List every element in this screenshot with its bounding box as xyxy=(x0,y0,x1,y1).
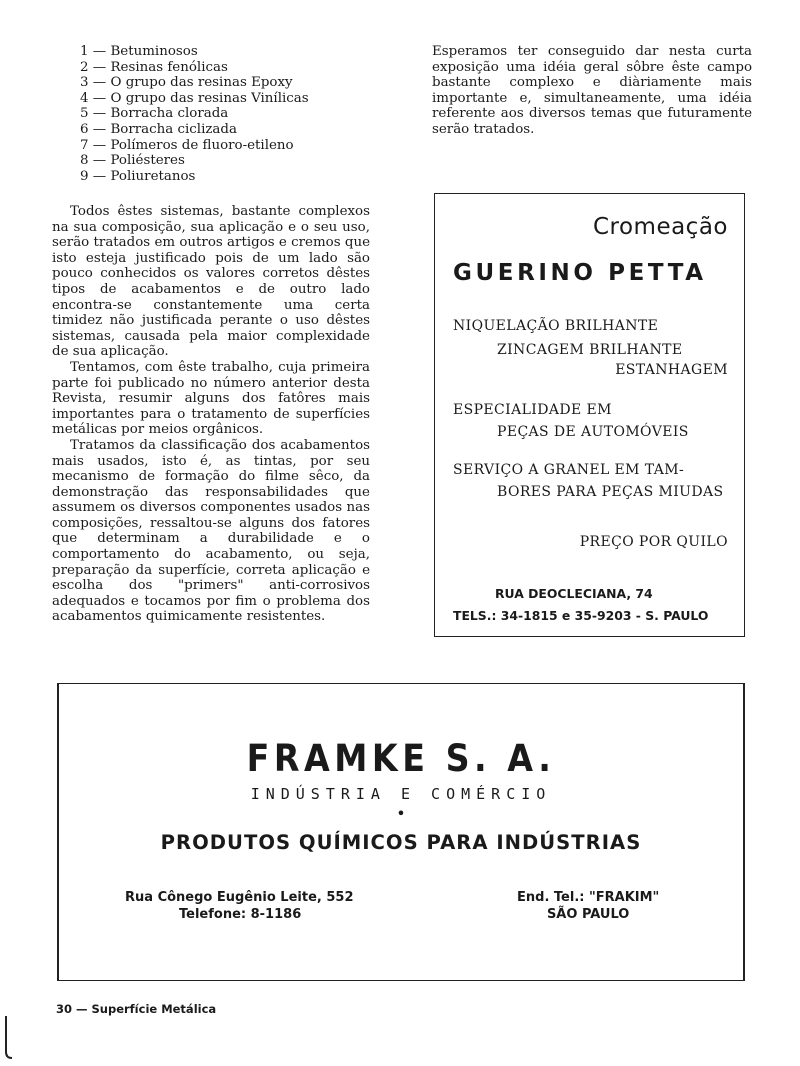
ad-guerino-petta xyxy=(434,193,745,637)
service-line: NIQUELAÇÃO BRILHANTE xyxy=(453,318,659,334)
products-heading: PRODUTOS QUÍMICOS PARA INDÚSTRIAS xyxy=(160,831,642,854)
company-name: GUERINO PETTA xyxy=(453,260,707,286)
paragraph: Todos êstes sistemas, bastante complexos na sua composição, sua aplicação e o seu uso, serão tratados em outros artigos e cremos que isto esteja justificado pois de um lado são pouco conhecidos os valores corretos dêstes tipos de acabamentos e de outro lado encontra-se constantemente uma certa timidez não justificada perante o uso dêstes sistemas, causada pela maior complexidade de sua aplicação. xyxy=(52,204,370,360)
address-line: Rua Cônego Eugênio Leite, 552 xyxy=(125,890,354,905)
list-item: 8 — Poliésteres xyxy=(80,153,185,169)
company-subtitle: INDÚSTRIA E COMÉRCIO xyxy=(250,785,552,803)
phones: TELS.: 34-1815 e 35-9203 - S. PAULO xyxy=(453,608,709,623)
service-line: SERVIÇO A GRANEL EM TAM- xyxy=(453,462,685,478)
ad-framke xyxy=(57,683,745,981)
city-line: SÃO PAULO xyxy=(546,907,630,922)
paragraph: Tentamos, com êste trabalho, cuja primeira parte foi publicado no número anterior desta Revista, resumir alguns dos fatôres mais importantes para o tratamento de superfícies metálicas por meios orgânicos. xyxy=(52,359,370,438)
list-item: 3 — O grupo das resinas Epoxy xyxy=(80,75,293,91)
article-body xyxy=(52,204,370,625)
paragraph: Tratamos da classificação dos acabamentos mais usados, isto é, as tintas, por seu mecanismo de formação do filme sêco, da demonstração das responsabilidades que assumem os diversos componentes usados nas composições, ressaltou-se alguns dos fatores que determinam a durabilidade e o comportamento do acabamento, ou seja, preparação da superfície, correta aplicação e escolha dos "primers" anti-corrosivos adequados e tocamos por fim o problema dos acabamentos quimicamente resistentes. xyxy=(52,437,370,625)
corner-mark xyxy=(0,1016,12,1066)
phone-line: Telefone: 8-1186 xyxy=(179,907,302,922)
divider xyxy=(57,683,745,684)
service-line: ESTANHAGEM xyxy=(615,362,728,378)
numbered-list xyxy=(80,44,380,184)
list-item: 7 — Polímeros de fluoro-etileno xyxy=(80,137,294,153)
list-item: 6 — Borracha ciclizada xyxy=(80,121,237,137)
service-line: ZINCAGEM BRILHANTE xyxy=(497,342,683,358)
list-item: 4 — O grupo das resinas Vinílicas xyxy=(80,90,309,106)
list-item: 9 — Poliuretanos xyxy=(80,168,196,184)
bullet-dot: • xyxy=(396,804,406,823)
service-line: PEÇAS DE AUTOMÓVEIS xyxy=(497,424,689,440)
address: RUA DEOCLECIANA, 74 xyxy=(495,586,653,601)
closing-paragraph xyxy=(432,44,752,138)
service-line: PREÇO POR QUILO xyxy=(579,534,728,550)
list-item: 5 — Borracha clorada xyxy=(80,106,229,122)
telegraph-block xyxy=(517,889,659,923)
service-line: ESPECIALIDADE EM xyxy=(453,402,612,418)
list-item: 2 — Resinas fenólicas xyxy=(80,59,228,75)
company-name: FRAMKE S. A. xyxy=(246,737,556,780)
ad-title: Cromeação xyxy=(592,214,728,240)
list-item: 1 — Betuminosos xyxy=(80,44,198,59)
page-footer: 30 — Superfície Metálica xyxy=(56,1002,217,1016)
telegraph-line: End. Tel.: "FRAKIM" xyxy=(517,890,660,905)
address-block xyxy=(125,889,353,923)
paragraph: Esperamos ter conseguido dar nesta curta exposição uma idéia geral sôbre êste campo bastante complexo e diàriamente mais importante e, simultaneamente, uma idéia referente aos diversos temas que futuramente serão tratados. xyxy=(432,44,752,137)
service-line: BORES PARA PEÇAS MIUDAS xyxy=(497,484,724,500)
